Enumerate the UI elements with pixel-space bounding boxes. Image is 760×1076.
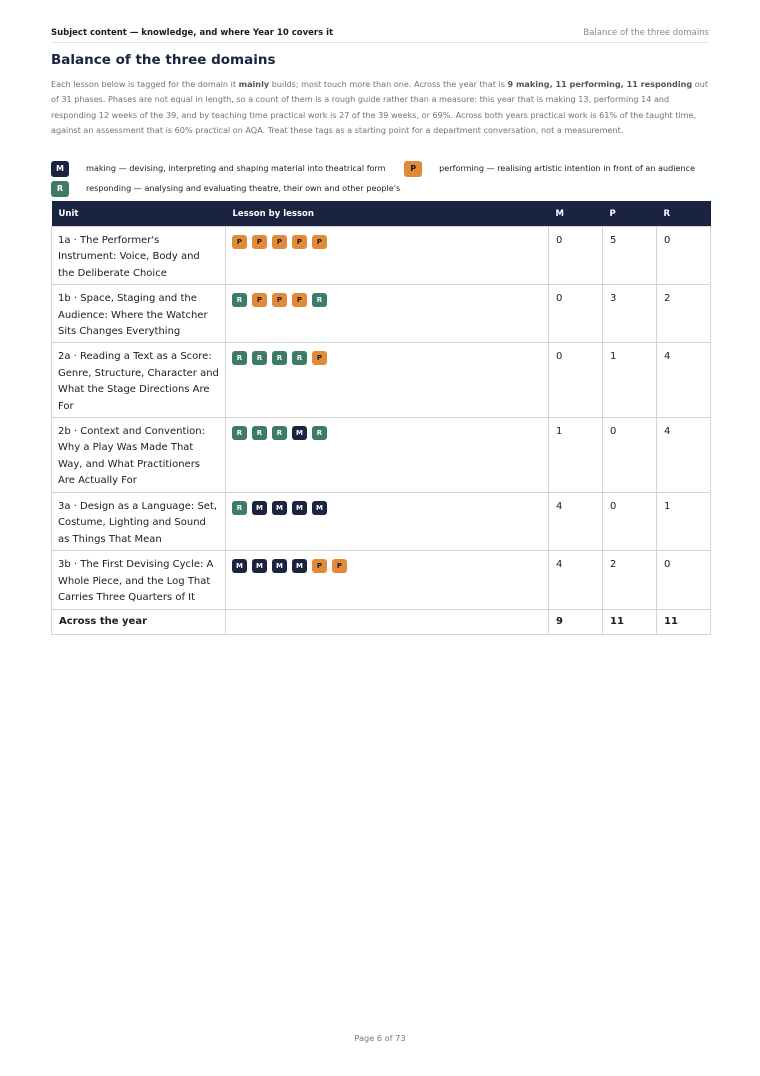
lesson-tag-responding: R [312, 426, 327, 440]
responding-count: 4 [657, 418, 711, 493]
legend-text-responding: responding — analysing and evaluating theatre, their own and other people's [86, 183, 401, 193]
lesson-tag-responding: R [232, 501, 247, 515]
making-count: 4 [549, 551, 603, 609]
unit-cell: 1a · The Performer's Instrument: Voice, Body and the Deliberate Choice [52, 227, 226, 285]
lesson-tag-responding: R [232, 426, 247, 440]
legend-text-performing: performing — realising artistic intention in front of an audience [439, 163, 696, 173]
lesson-tag-performing: P [292, 293, 307, 307]
performing-count: 5 [603, 227, 657, 285]
table-row [52, 285, 711, 343]
table-row [52, 343, 711, 418]
lesson-tag-responding: R [232, 351, 247, 365]
responding-count: 2 [657, 285, 711, 343]
total-label: Across the year [52, 609, 226, 634]
lesson-tag-performing: P [312, 559, 327, 573]
legend-tag-making: M [51, 161, 69, 177]
table-row [52, 418, 711, 493]
lesson-tag-making: M [292, 426, 307, 440]
lesson-tag-performing: P [292, 235, 307, 249]
total-making: 9 [549, 609, 603, 634]
performing-count: 2 [603, 551, 657, 609]
lesson-tag-performing: P [332, 559, 347, 573]
lesson-tag-responding: R [272, 426, 287, 440]
unit-cell: 3b · The First Devising Cycle: A Whole Piece, and the Log That Carries Three Quarters of It [52, 551, 226, 609]
lesson-tag-performing: P [232, 235, 247, 249]
unit-cell: 1b · Space, Staging and the Audience: Where the Watcher Sits Changes Everything [52, 285, 226, 343]
lesson-tag-responding: R [232, 293, 247, 307]
responding-count: 0 [657, 551, 711, 609]
legend-tag-performing: P [404, 161, 422, 177]
total-performing: 11 [603, 609, 657, 634]
page-title: Balance of the three domains [51, 52, 276, 68]
running-header-title: Balance of the three domains [583, 28, 709, 38]
lesson-tag-making: M [312, 501, 327, 515]
total-lessons-empty [226, 609, 549, 634]
unit-cell: 2a · Reading a Text as a Score: Genre, Structure, Character and What the Stage Directions Are For [52, 343, 226, 418]
lesson-tag-making: M [272, 501, 287, 515]
lesson-tag-making: M [252, 559, 267, 573]
making-count: 0 [549, 285, 603, 343]
lesson-tag-performing: P [252, 235, 267, 249]
lesson-tag-making: M [292, 501, 307, 515]
lesson-tag-making: M [252, 501, 267, 515]
lesson-tags-cell [226, 418, 549, 493]
column-header-r: R [657, 201, 711, 227]
making-count: 4 [549, 493, 603, 551]
lesson-tag-responding: R [292, 351, 307, 365]
lesson-tag-responding: R [312, 293, 327, 307]
intro-text-2: builds; most touch more than one. Across the year that is [269, 79, 508, 89]
lesson-tags-cell [226, 227, 549, 285]
making-count: 0 [549, 343, 603, 418]
unit-cell: 3a · Design as a Language: Set, Costume, Lighting and Sound as Things That Mean [52, 493, 226, 551]
making-count: 1 [549, 418, 603, 493]
page-number: Page 6 of 73 [354, 1033, 406, 1043]
lesson-tags-cell [226, 343, 549, 418]
intro-text-1: Each lesson below is tagged for the domain it [51, 79, 239, 89]
performing-count: 0 [603, 493, 657, 551]
lesson-tag-performing: P [252, 293, 267, 307]
lesson-tags-cell [226, 551, 549, 609]
performing-count: 1 [603, 343, 657, 418]
running-header-section: Subject content — knowledge, and where Year 10 covers it [51, 28, 334, 38]
intro-paragraph [51, 77, 711, 139]
responding-count: 1 [657, 493, 711, 551]
lesson-tag-making: M [272, 559, 287, 573]
lesson-tag-responding: R [272, 351, 287, 365]
lesson-tag-responding: R [252, 351, 267, 365]
column-header-p: P [603, 201, 657, 227]
domain-balance-table [51, 201, 711, 635]
table-row [52, 551, 711, 609]
lesson-tag-making: M [232, 559, 247, 573]
domain-legend [51, 158, 716, 198]
responding-count: 0 [657, 227, 711, 285]
unit-cell: 2b · Context and Convention: Why a Play Was Made That Way, and What Practitioners Are Actually For [52, 418, 226, 493]
lesson-tag-performing: P [272, 235, 287, 249]
responding-count: 4 [657, 343, 711, 418]
total-row [52, 609, 711, 634]
table-header-row [52, 201, 711, 227]
running-header [51, 28, 709, 43]
making-count: 0 [549, 227, 603, 285]
lesson-tag-making: M [292, 559, 307, 573]
intro-text-3: out of 31 phases. Phases are not equal in length, so a count of them is a rough guide rather than a measure: this year that is making 13, performing 14 and responding 12 weeks of the 39, and by teaching time practical work is 27 of the 39 weeks, or 69%. Across both years practical work is 61% of the taught time, against an assessment that is 60% practical on AQA. Treat these tags as a starting point for a department conversation, not a measurement. [51, 79, 709, 136]
column-header-unit: Unit [52, 201, 226, 227]
performing-count: 0 [603, 418, 657, 493]
lesson-tags-cell [226, 285, 549, 343]
lesson-tag-performing: P [272, 293, 287, 307]
lesson-tag-performing: P [312, 351, 327, 365]
table-row [52, 493, 711, 551]
total-responding: 11 [657, 609, 711, 634]
lesson-tag-performing: P [312, 235, 327, 249]
intro-emphasis-counts: 9 making, 11 performing, 11 responding [507, 79, 693, 89]
column-header-m: M [549, 201, 603, 227]
legend-tag-responding: R [51, 181, 69, 197]
column-header-lessons: Lesson by lesson [226, 201, 549, 227]
performing-count: 3 [603, 285, 657, 343]
lesson-tag-responding: R [252, 426, 267, 440]
intro-emphasis-mainly: mainly [238, 79, 270, 89]
table-row [52, 227, 711, 285]
lesson-tags-cell [226, 493, 549, 551]
legend-text-making: making — devising, interpreting and shaping material into theatrical form [86, 163, 386, 173]
